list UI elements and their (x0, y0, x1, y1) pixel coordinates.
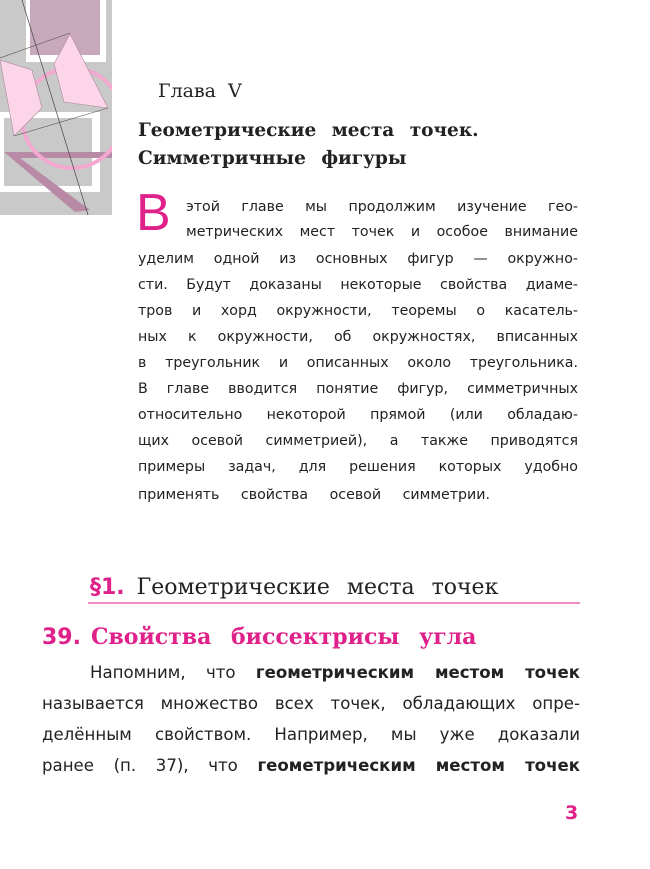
intro-line: этой главе мы продолжим изучение гео- (186, 199, 578, 215)
body-line: называется множество всех точек, обладающих опре- (42, 694, 580, 713)
page-number: 3 (565, 802, 579, 824)
section-number: §1. (90, 575, 125, 600)
body-line: делённым свойством. Например, мы уже доказали (42, 725, 580, 744)
intro-line: В главе вводится понятие фигур, симметричных (138, 381, 578, 397)
item-number: 39. (42, 625, 81, 650)
item-heading (42, 624, 476, 650)
chapter-decoration-image (0, 0, 112, 215)
body-line (42, 755, 580, 777)
chapter-label: Глава V (158, 80, 242, 102)
intro-line: в треугольник и описанных около треугольника. (138, 355, 578, 371)
intro-line: уделим одной из основных фигур — окружно- (138, 251, 578, 267)
intro-line: щих осевой симметрией), а также приводятся (138, 433, 578, 449)
section-underline (88, 602, 580, 604)
intro-line: ных к окружности, об окружностях, вписанных (138, 329, 578, 345)
text: ранее (п. 37), что (42, 756, 258, 775)
section-title: Геометрические места точек (136, 575, 499, 600)
intro-line: относительно некоторой прямой (или обладаю- (138, 407, 578, 423)
body-line (90, 662, 580, 684)
bold-term: геометрическим местом точек (255, 663, 580, 682)
bold-term: геометрическим местом точек (257, 756, 580, 775)
text: Напомним, что (90, 663, 256, 682)
chapter-title-line2: Симметричные фигуры (138, 148, 407, 169)
chapter-title-line1: Геометрические места точек. (138, 120, 479, 141)
intro-line: применять свойства осевой симметрии. (138, 487, 490, 503)
intro-line: тров и хорд окружности, теоремы о касатель- (138, 303, 578, 319)
section-heading (90, 575, 498, 600)
drop-cap: В (136, 184, 171, 242)
intro-line: сти. Будут доказаны некоторые свойства диаме- (138, 277, 578, 293)
intro-line: примеры задач, для решения которых удобно (138, 459, 578, 475)
item-title: Свойства биссектрисы угла (90, 624, 477, 650)
intro-line: метрических мест точек и особое внимание (186, 224, 578, 240)
